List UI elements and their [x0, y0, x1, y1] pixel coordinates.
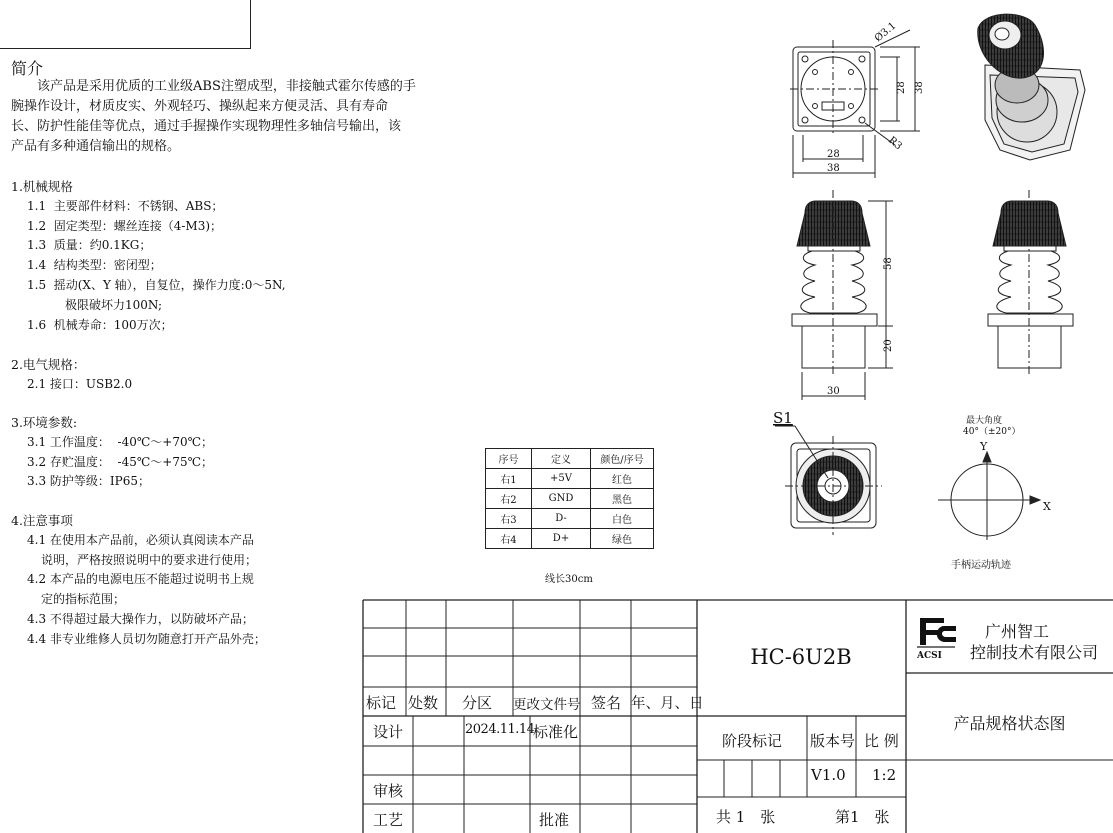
approve-label: 批准 — [539, 811, 570, 829]
cable-length-note: 线长30cm — [545, 574, 593, 585]
standardization-label: 标准化 — [533, 723, 579, 741]
sheet-number: 第1 张 — [835, 808, 890, 826]
front-view — [792, 190, 893, 400]
axis-y-label: Y — [980, 440, 988, 453]
note-line: 4.3 不得超过最大操作力，以防破坏产品； — [27, 611, 254, 626]
stage-label: 阶段标记 — [722, 732, 783, 750]
table-cell: 红色 — [591, 469, 654, 489]
note-line: 4.1 在使用本产品前，必须认真阅读本产品 — [27, 532, 254, 547]
spec-item: 3.3 防护等级：IP65； — [27, 474, 150, 489]
table-cell: 黑色 — [591, 489, 654, 509]
rev-header-cell: 标记 — [366, 694, 397, 712]
design-date: 2024.11.14 — [465, 722, 535, 737]
drawing-name: 产品规格状态图 — [953, 714, 1066, 733]
spec-item: 1.6 机械寿命：100万次； — [27, 317, 173, 332]
env-spec-title: 3.环境参数: — [11, 415, 78, 430]
spec-item: 2.1 接口：USB2.0 — [27, 376, 133, 391]
total-sheets: 共 1 张 — [716, 808, 776, 826]
joystick-perspective-sketch — [978, 14, 1085, 160]
design-label: 设计 — [373, 723, 404, 741]
intro-line: 长、防护性能佳等优点，通过手握操作实现物理性多轴信号输出，该 — [11, 119, 402, 134]
dim-phi-label: Ø3.1 — [872, 20, 899, 45]
rev-header-cell: 年、月、日 — [631, 696, 704, 712]
table-header-cell: 序号 — [486, 449, 532, 469]
note-line: 4.2 本产品的电源电压不能超过说明书上规 — [27, 572, 254, 587]
dim-label: 38 — [914, 81, 925, 94]
intro-line: 腕操作设计，材质皮实、外观轻巧、操纵起来方便灵活、具有寿命 — [11, 99, 389, 114]
intro-title: 简介 — [11, 59, 44, 78]
rev-header-cell: 分区 — [462, 694, 493, 712]
dim-r3-label: R3 — [886, 134, 904, 153]
table-cell: GND — [532, 489, 591, 509]
table-cell: 右1 — [486, 469, 532, 489]
table-cell: D- — [532, 509, 591, 529]
intro-line: 产品有多种通信输出的规格。 — [11, 139, 181, 154]
scale-label: 比 例 — [864, 732, 899, 750]
top-view — [790, 30, 920, 178]
spec-item: 1.2 固定类型：螺丝连接（4-M3)； — [27, 218, 223, 233]
max-angle-title: 最大角度 — [966, 416, 1003, 426]
elec-spec-title: 2.电气规格： — [11, 357, 86, 372]
spec-item: 3.2 存贮温度： -45℃～+75℃； — [27, 454, 214, 469]
motion-track-diagram — [938, 452, 1040, 540]
dim-label: 28 — [896, 81, 907, 94]
table-cell: 右4 — [486, 529, 532, 549]
bottom-view — [775, 426, 882, 535]
table-header-cell: 定义 — [532, 449, 591, 469]
logo-text: ACSI — [917, 651, 942, 661]
version-value: V1.0 — [811, 766, 846, 784]
rev-header-cell: 处数 — [408, 694, 439, 712]
version-label: 版本号 — [810, 732, 856, 750]
s1-label: S1 — [773, 409, 793, 427]
table-header-cell: 颜色/序号 — [591, 449, 654, 469]
spec-item: 1.4 结构类型：密闭型； — [27, 258, 162, 273]
rev-header-cell: 更改文件号 — [513, 697, 581, 713]
side-view — [988, 190, 1073, 375]
scale-value: 1:2 — [872, 766, 897, 784]
dim-label: 38 — [827, 163, 840, 174]
dim-label: 30 — [827, 386, 840, 397]
spec-item: 1.5 摇动(X、Y 轴），自复位，操作力度:0～5N, — [27, 277, 286, 292]
note-line: 说明，严格按照说明中的要求进行使用； — [41, 552, 258, 567]
process-label: 工艺 — [373, 811, 404, 829]
notes-title: 4.注意事项 — [11, 513, 73, 528]
motion-track-label: 手柄运动轨迹 — [951, 560, 1011, 571]
table-cell: +5V — [532, 469, 591, 489]
table-cell: 右3 — [486, 509, 532, 529]
intro-line: 该产品是采用优质的工业级ABS注塑成型，非接触式霍尔传感的手 — [11, 79, 416, 94]
dim-label: 28 — [827, 149, 840, 160]
spec-item: 1.3 质量：约0.1KG； — [27, 238, 152, 253]
table-cell: 右2 — [486, 489, 532, 509]
max-angle-value: 40°（±20°） — [963, 427, 1021, 437]
company-logo — [917, 618, 956, 647]
part-number: HC-6U2B — [750, 645, 852, 669]
dim-label: 58 — [883, 257, 894, 270]
company-name-line1: 广州智工 — [985, 622, 1050, 641]
axis-x-label: X — [1043, 500, 1051, 513]
note-line: 4.4 非专业维修人员切勿随意打开产品外壳； — [27, 631, 266, 646]
spec-item-continued: 极限破坏力100N; — [65, 297, 163, 312]
rev-header-cell: 签名 — [591, 694, 622, 712]
table-cell: 白色 — [591, 509, 654, 529]
spec-item: 3.1 工作温度： -40℃～+70℃； — [27, 434, 214, 449]
table-cell: D+ — [532, 529, 591, 549]
table-cell: 绿色 — [591, 529, 654, 549]
mech-spec-title: 1.机械规格 — [11, 179, 73, 194]
review-label: 审核 — [373, 782, 404, 800]
company-name-line2: 控制技术有限公司 — [970, 643, 1099, 662]
dim-label: 20 — [883, 339, 894, 352]
note-line: 定的指标范围； — [41, 592, 126, 607]
spec-item: 1.1 主要部件材料：不锈钢、ABS； — [27, 198, 224, 213]
